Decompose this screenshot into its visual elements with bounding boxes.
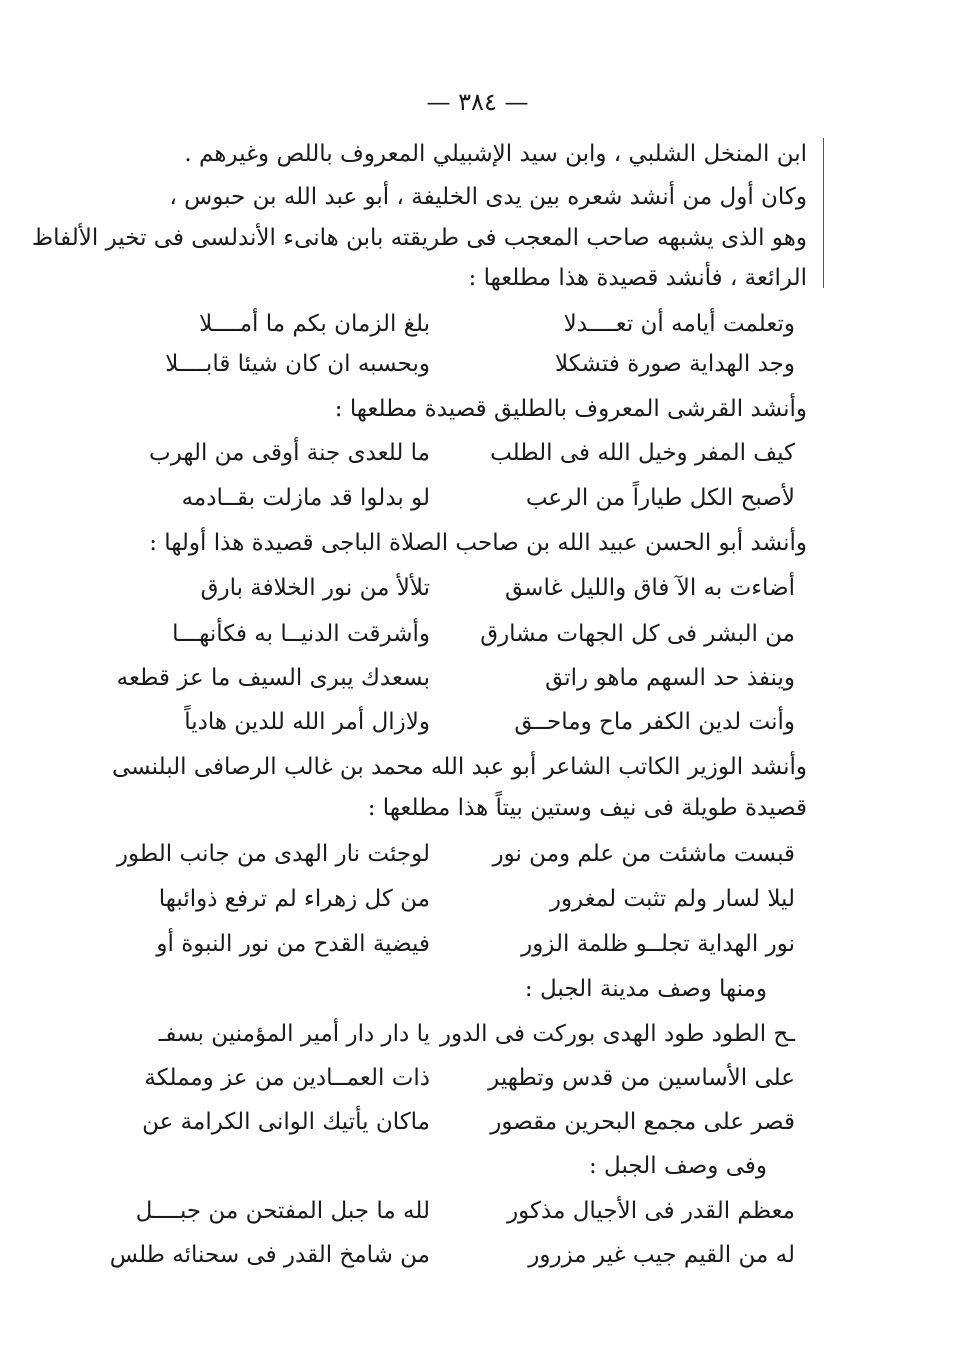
- prose-line: وأنشد أبو الحسن عبيد الله بن صاحب الصلاة الباجى قصيدة هذا أولها :: [149, 530, 807, 556]
- prose-line: وكان أول من أنشد شعره بين يدى الخليفة ، أبو عبد الله بن حبوس ،: [169, 184, 807, 210]
- verse-second-hemistich: له من القيم جيب غير مزرور: [528, 1242, 795, 1268]
- verse-first-hemistich: بسعدك يبرى السيف ما عز قطعه: [116, 665, 430, 691]
- verse-second-hemistich: كيف المفر وخيل الله فى الطلب: [490, 440, 795, 466]
- prose-line: الرائعة ، فأنشد قصيدة هذا مطلعها :: [468, 265, 807, 291]
- verse-first-hemistich: ذات العمــادين من عز ومملكة: [144, 1065, 430, 1091]
- verse-first-hemistich: يا دار دار أمير المؤمنين بسفـ: [158, 1021, 430, 1047]
- verse-first-hemistich: لله ما جبل المفتحن من جبــــل: [135, 1198, 430, 1224]
- verse-first-hemistich: بلغ الزمان بكم ما أمــــلا: [199, 311, 430, 337]
- prose-line: وفى وصف الجبل :: [588, 1153, 767, 1179]
- verse-first-hemistich: من كل زهراء لم ترفع ذوائبها: [158, 886, 430, 912]
- verse-first-hemistich: من شامخ القدر فى سحنائه طلس: [109, 1242, 430, 1268]
- prose-line: ومنها وصف مدينة الجبل :: [524, 976, 767, 1002]
- verse-second-hemistich: قبست ماشئت من علم ومن نور: [492, 841, 795, 867]
- verse-second-hemistich: وتعلمت أيامه أن تعــــدلا: [563, 311, 795, 337]
- prose-line: وهو الذى يشبهه صاحب المعجب فى طريقته بابن هانىء الأندلسى فى تخير الألفاظ: [31, 225, 807, 251]
- verse-second-hemistich: نور الهداية تجلــو ظلمة الزور: [521, 931, 795, 957]
- verse-first-hemistich: فيضية القدح من نور النبوة أو: [156, 931, 430, 957]
- verse-first-hemistich: وبحسبه ان كان شيئا قابــــلا: [165, 351, 430, 377]
- prose-line: قصيدة طويلة فى نيف وستين بيتاً هذا مطلعها :: [367, 795, 807, 821]
- verse-second-hemistich: معظم القدر فى الأجيال مذكور: [507, 1198, 795, 1224]
- verse-first-hemistich: ما للعدى جنة أوقى من الهرب: [149, 440, 430, 466]
- verse-second-hemistich: من البشر فى كل الجهات مشارق: [480, 621, 795, 647]
- verse-first-hemistich: ولازال أمر الله للدين هادياً: [184, 709, 430, 735]
- prose-line: وأنشد القرشى المعروف بالطليق قصيدة مطلعها :: [334, 396, 807, 422]
- verse-second-hemistich: وجد الهداية صورة فتشكلا: [555, 351, 795, 377]
- verse-first-hemistich: وأشرقت الدنيــا به فكأنهـــا: [172, 621, 430, 647]
- verse-second-hemistich: وأنت لدين الكفر ماح وماحــق: [514, 709, 795, 735]
- verse-first-hemistich: تلألأ من نور الخلافة بارق: [200, 575, 430, 601]
- verse-second-hemistich: قصر على مجمع البحرين مقصور: [490, 1109, 795, 1135]
- margin-rule: [823, 138, 824, 288]
- verse-second-hemistich: على الأساسين من قدس وتطهير: [488, 1065, 795, 1091]
- verse-second-hemistich: وينفذ حد السهم ماهو راتق: [545, 665, 795, 691]
- verse-second-hemistich: لأصبح الكل طياراً من الرعب: [525, 485, 795, 511]
- verse-first-hemistich: لوجئت نار الهدى من جانب الطور: [116, 841, 430, 867]
- prose-line: ابن المنخل الشلبي ، وابن سيد الإشبيلي المعروف باللص وغيرهم .: [184, 141, 807, 167]
- prose-line: وأنشد الوزير الكاتب الشاعر أبو عبد الله محمد بن غالب الرصافى البلنسى: [111, 754, 807, 780]
- page-number: — ٣٨٤ —: [426, 88, 529, 116]
- verse-second-hemistich: ليلا لسار ولم تثبت لمغرور: [549, 886, 795, 912]
- verse-first-hemistich: ماكان يأتيك الوانى الكرامة عن: [142, 1109, 430, 1135]
- verse-first-hemistich: لو بدلوا قد مازلت بقــادمه: [181, 485, 430, 511]
- verse-second-hemistich: أضاءت به الآ فاق والليل غاسق: [504, 575, 795, 601]
- verse-second-hemistich: ـح الطود طود الهدى بوركت فى الدور: [439, 1021, 795, 1047]
